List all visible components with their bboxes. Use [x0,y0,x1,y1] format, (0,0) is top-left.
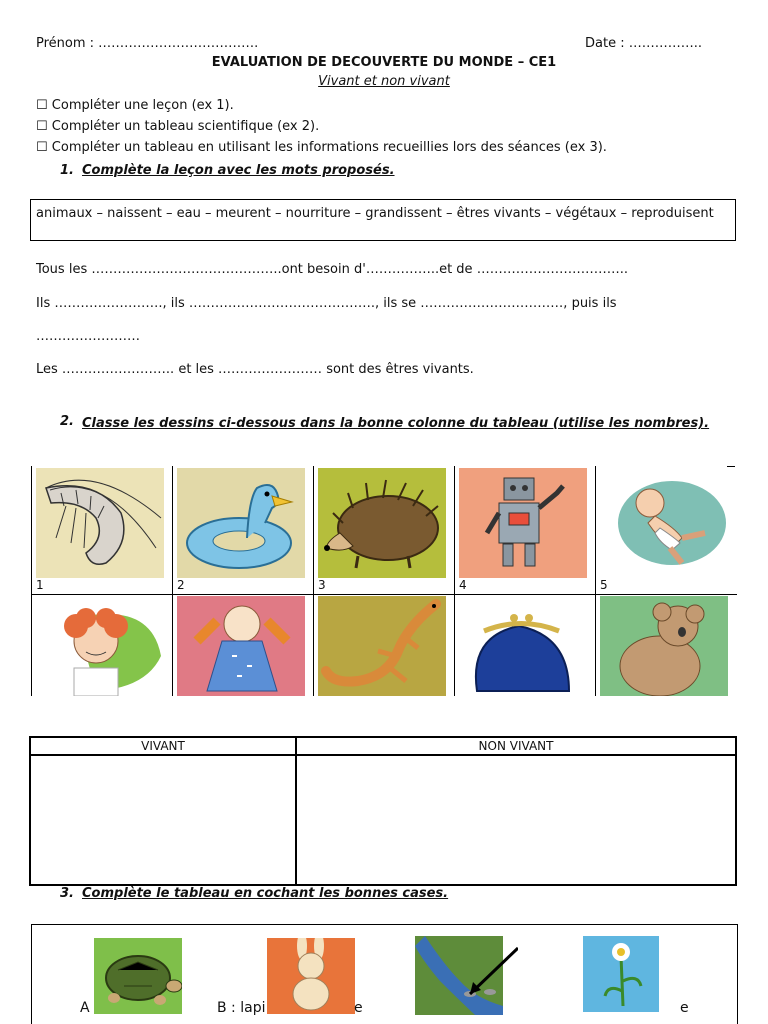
page-subtitle: Vivant et non vivant [318,74,450,89]
river-icon [415,936,518,1015]
turtle-image [94,938,182,1014]
purse-icon [459,596,587,696]
swim-ring-icon [177,468,305,578]
doll-image [177,596,305,696]
baby-image [600,468,728,578]
flower-icon [583,936,659,1012]
image-grid [31,466,737,696]
shrimp-image [36,468,164,578]
ex3-title: Complète le tableau en cochant les bonnes cases. [82,886,449,901]
ex2-title: Classe les dessins ci-dessous dans la bonne colonne du tableau (utilise les nombres). [82,416,710,431]
prenom-field: Prénom : ………………………………. [36,36,259,51]
column-header-vivant: VIVANT [30,737,296,755]
shrimp-icon [36,468,164,578]
koala-image [600,596,728,696]
hedgehog-image [318,468,446,578]
item-a-label: A [80,1000,90,1016]
girl-image [36,596,164,696]
toy-rabbit-icon [267,938,355,1014]
image-number-5: 5 [600,578,608,592]
item-b-label: B : lapi [217,1000,266,1016]
robot-icon [459,468,587,578]
ex2-number: 2. [60,414,74,429]
page-title: EVALUATION DE DECOUVERTE DU MONDE – CE1 [211,55,557,70]
toy-rabbit-image [267,938,355,1014]
flower-image [583,936,659,1012]
image-number-2: 2 [177,578,185,592]
image-number-3: 3 [318,578,326,592]
purse-image [459,596,587,696]
lesson-line-1: Tous les ……………………………………..ont besoin d'……………..et de …………………………….. [36,262,628,277]
cell-non-vivant[interactable] [296,755,736,885]
image-number-1: 1 [36,578,44,592]
lesson-line-2b: …………………… [36,329,140,344]
swim-ring-image [177,468,305,578]
robot-image [459,468,587,578]
salamander-image [318,596,446,696]
column-header-non-vivant: NON VIVANT [296,737,736,755]
cell-vivant[interactable] [30,755,296,885]
doll-icon [177,596,305,696]
river-image [415,936,518,1015]
koala-icon [600,596,728,696]
image-number-4: 4 [459,578,467,592]
item-b-suffix: e [354,1000,363,1016]
baby-icon [600,468,728,578]
turtle-icon [94,938,182,1014]
word-bank: animaux – naissent – eau – meurent – nourriture – grandissent – êtres vivants – végétaux – reproduisent [30,199,736,241]
lesson-line-2: Ils ……………………., ils ……………………………………., ils se ……………………………, puis ils [36,296,617,311]
classification-table [29,736,737,886]
hedgehog-icon [318,468,446,578]
item-d-label: e [680,1000,689,1016]
objective-2: ☐ Compléter un tableau scientifique (ex 2). [36,119,320,134]
ex1-number: 1. [60,163,74,178]
lesson-line-3: Les …………………….. et les …………………… sont des êtres vivants. [36,362,474,377]
ex1-title: Complète la leçon avec les mots proposés. [82,163,395,178]
date-field: Date : …………….. [585,36,702,51]
girl-icon [36,596,164,696]
objective-3: ☐ Compléter un tableau en utilisant les informations recueillies lors des séances (ex 3). [36,140,607,155]
salamander-icon [318,596,446,696]
ex3-number: 3. [60,886,74,901]
objective-1: ☐ Compléter une leçon (ex 1). [36,98,234,113]
